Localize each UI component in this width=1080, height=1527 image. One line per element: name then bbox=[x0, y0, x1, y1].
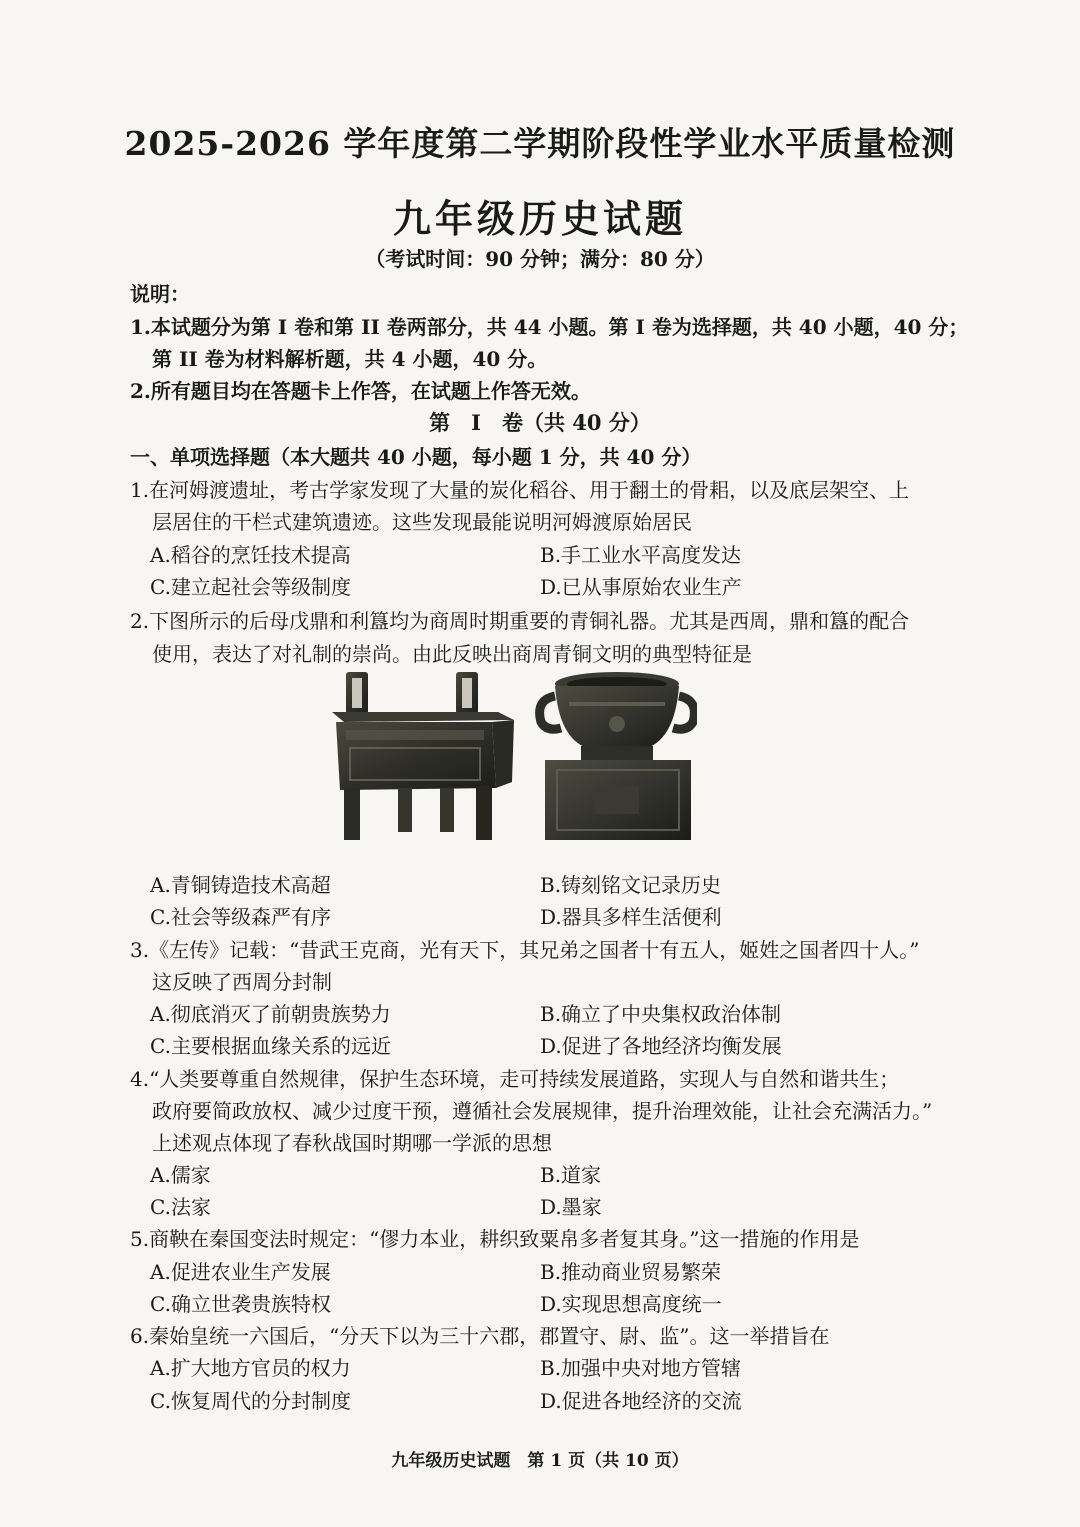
question-6-option-a: A.扩大地方官员的权力 bbox=[150, 1356, 351, 1380]
question-2-stem-line-1: 2.下图所示的后母戊鼎和利簋均为商周时期重要的青铜礼器。尤其是西周，鼎和簋的配合 bbox=[130, 609, 910, 633]
question-4-stem-line-2: 政府要简政放权、减少过度干预，遵循社会发展规律，提升治理效能，让社会充满活力。” bbox=[152, 1099, 933, 1123]
instruction-1-line-2: 第 II 卷为材料解析题，共 4 小题，40 分。 bbox=[152, 347, 548, 371]
question-5-stem: 5.商鞅在秦国变法时规定：“僇力本业，耕织致粟帛多者复其身。”这一措施的作用是 bbox=[130, 1227, 860, 1251]
question-5-option-c: C.确立世袭贵族特权 bbox=[150, 1292, 331, 1316]
question-3-option-a: A.彻底消灭了前朝贵族势力 bbox=[150, 1002, 391, 1026]
question-4-option-a: A.儒家 bbox=[150, 1163, 211, 1187]
question-2-option-a: A.青铜铸造技术高超 bbox=[150, 873, 331, 897]
question-4-option-d: D.墨家 bbox=[540, 1195, 602, 1219]
exam-title: 2025-2026 学年度第二学期阶段性学业水平质量检测 bbox=[124, 124, 956, 163]
question-1-option-a: A.稻谷的烹饪技术提高 bbox=[150, 543, 351, 567]
question-5-option-b: B.推动商业贸易繁荣 bbox=[540, 1260, 722, 1284]
question-4-option-c: C.法家 bbox=[150, 1195, 211, 1219]
question-3-stem-line-2: 这反映了西周分封制 bbox=[152, 970, 332, 994]
page-footer: 九年级历史试题 第 1 页（共 10 页） bbox=[391, 1451, 689, 1471]
question-3-stem-line-1: 3.《左传》记载：“昔武王克商，光有天下，其兄弟之国者十有五人，姬姓之国者四十人。” bbox=[130, 938, 920, 962]
question-5-option-d: D.实现思想高度统一 bbox=[540, 1292, 722, 1316]
question-2-option-c: C.社会等级森严有序 bbox=[150, 905, 331, 929]
question-1-option-d: D.已从事原始农业生产 bbox=[540, 575, 742, 599]
question-3-option-c: C.主要根据血缘关系的远近 bbox=[150, 1034, 391, 1058]
question-4-option-b: B.道家 bbox=[540, 1163, 602, 1187]
question-2-stem-line-2: 使用，表达了对礼制的崇尚。由此反映出商周青铜文明的典型特征是 bbox=[152, 642, 752, 666]
question-2-option-d: D.器具多样生活便利 bbox=[540, 905, 722, 929]
question-6-option-b: B.加强中央对地方管辖 bbox=[540, 1356, 742, 1380]
instruction-1-line-1: 1.本试题分为第 I 卷和第 II 卷两部分，共 44 小题。第 I 卷为选择题，共 40 小题，40 分； bbox=[130, 315, 969, 339]
subject-title: 九年级历史试题 bbox=[392, 196, 687, 241]
question-1-stem-line-2: 层居住的干栏式建筑遗迹。这些发现最能说明河姆渡原始居民 bbox=[152, 510, 692, 534]
part-title: 一、单项选择题（本大题共 40 小题，每小题 1 分，共 40 分） bbox=[130, 445, 702, 469]
question-6-option-c: C.恢复周代的分封制度 bbox=[150, 1389, 351, 1413]
question-6-stem: 6.秦始皇统一六国后，“分天下以为三十六郡，郡置守、尉、监”。这一举措旨在 bbox=[130, 1324, 830, 1348]
question-1-stem-line-1: 1.在河姆渡遗址，考古学家发现了大量的炭化稻谷、用于翻土的骨耜，以及底层架空、上 bbox=[130, 478, 910, 502]
question-5-option-a: A.促进农业生产发展 bbox=[150, 1260, 331, 1284]
instructions-label: 说明： bbox=[130, 282, 190, 306]
question-4-stem-line-3: 上述观点体现了春秋战国时期哪一学派的思想 bbox=[152, 1131, 552, 1155]
houmuwu-ding-image bbox=[328, 668, 518, 844]
question-1-option-b: B.手工业水平高度发达 bbox=[540, 543, 742, 567]
exam-info: （考试时间：90 分钟；满分：80 分） bbox=[365, 247, 715, 271]
question-3-option-d: D.促进了各地经济均衡发展 bbox=[540, 1034, 782, 1058]
question-4-stem-line-1: 4.“人类要尊重自然规律，保护生态环境，走可持续发展道路，实现人与自然和谐共生； bbox=[130, 1067, 900, 1091]
section-title: 第 I 卷（共 40 分） bbox=[429, 410, 651, 435]
question-6-option-d: D.促进各地经济的交流 bbox=[540, 1389, 742, 1413]
li-gui-image bbox=[535, 668, 697, 842]
question-3-option-b: B.确立了中央集权政治体制 bbox=[540, 1002, 782, 1026]
question-2-option-b: B.铸刻铭文记录历史 bbox=[540, 873, 722, 897]
instruction-2: 2.所有题目均在答题卡上作答，在试题上作答无效。 bbox=[130, 379, 591, 403]
question-1-option-c: C.建立起社会等级制度 bbox=[150, 575, 351, 599]
